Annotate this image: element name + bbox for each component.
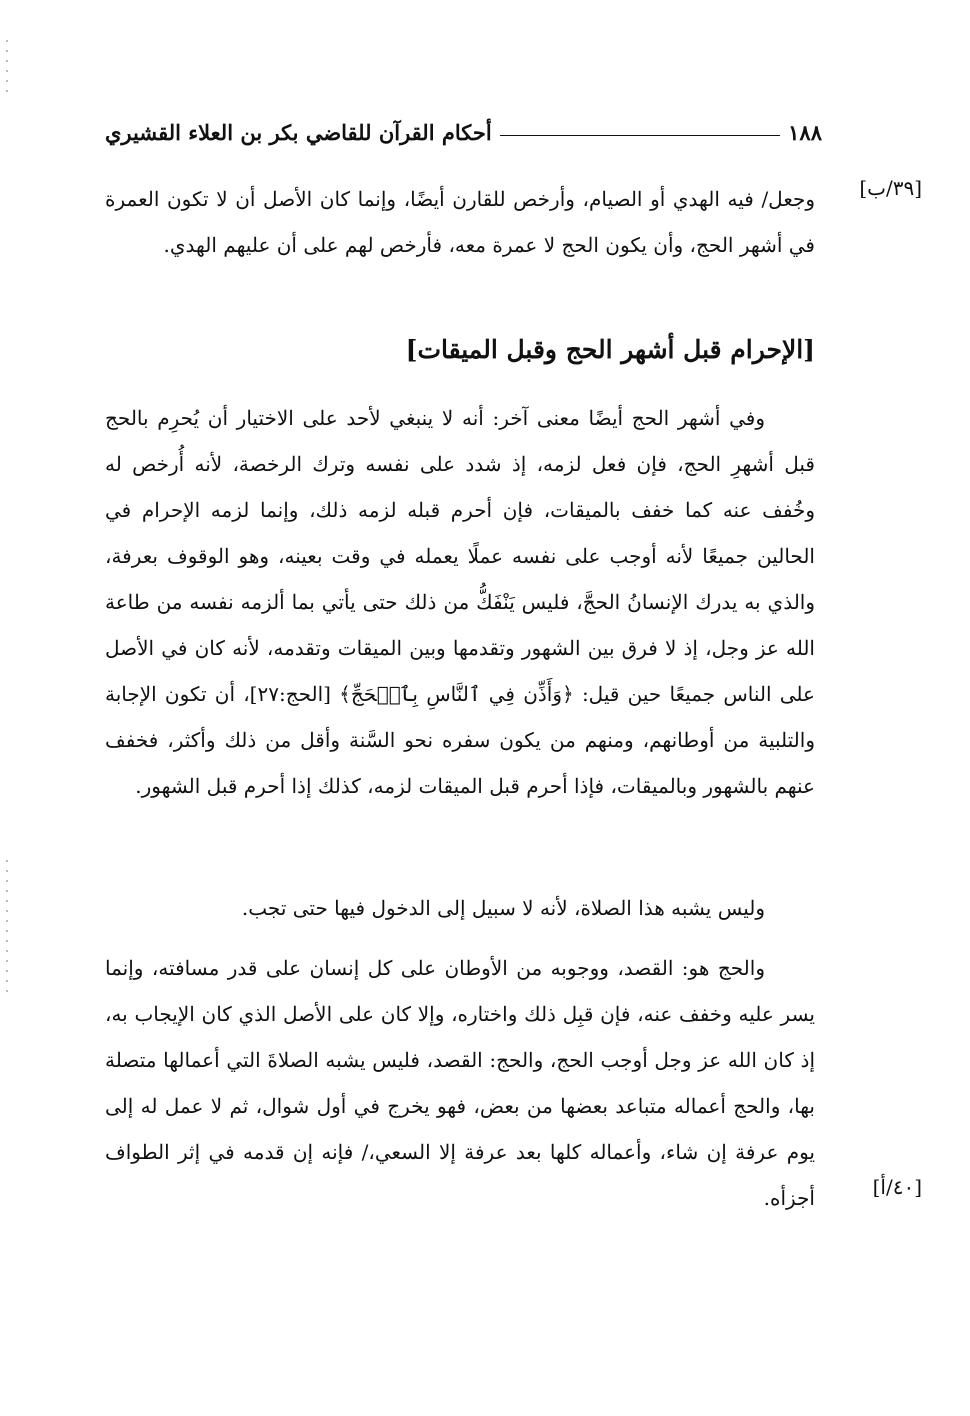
paragraph-4-text: والحج هو: القصد، ووجوبه من الأوطان على كل إنسان على قدر مسافته، وإنما يسر عليه وخفف عنه، فإن قبِل ذلك واختاره، وإلا كان على الأصل الذي كان الإيجاب به، إذ كان الله عز وجل أوجب الحج، والحج: القصد، فليس يشبه الصلاةَ التي أعمالها متصلة بها، والحج أعماله متباعد بعضها من بعض، فهو يخرج في أول شوال، ثم لا عمل له إلى يوم عرفة إن شاء، وأعماله كلها بعد عرفة إلا السعي،/ فإنه إن قدمه في إثر الطواف أجزأه. (105, 956, 815, 1210)
running-header (105, 112, 822, 152)
paragraph-2-text: وفي أشهر الحج أيضًا معنى آخر: أنه لا ينبغي لأحد على الاختيار أن يُحرِم بالحج قبل أشهرِ الحج، فإن فعل لزمه، إذ شدد على نفسه وترك الرخصة، لأنه أُرخص له وخُفف عنه كما خفف بالميقات، فإن أحرم قبله لزمه ذلك، وإنما لزمه الإحرام في الحالين جميعًا لأنه أوجب على نفسه عملًا يعمله في وقت بعينه، وهو الوقوف بعرفة، والذي به يدرك الإنسانُ الحجَّ، فليس يَنْفَكُّ من ذلك حتى يأتي بما ألزمه نفسه من طاعة الله عز وجل، إذ لا فرق بين الشهور وتقدمها وبين الميقات وتقدمه، لأنه كان في الأصل على الناس جميعًا حين قيل: ﴿وَأَذِّن فِي ٱلنَّاسِ بِٱلۡحَجِّ﴾ [الحج:٢٧]، أن تكون الإجابة والتلبية من أوطانهم، ومنهم من يكون سفره نحو السَّنة وأقل من ذلك وأكثر، فخفف عنهم بالشهور وبالميقات، فإذا أحرم قبل الميقات لزمه، كذلك إذا أحرم قبل الشهور. (105, 406, 815, 798)
paragraph-2 (105, 395, 815, 809)
section-heading: [الإحرام قبل أشهر الحج وقبل الميقات] (405, 335, 815, 364)
scan-edge-dots (6, 860, 8, 1000)
paragraph-3-text: وليس يشبه هذا الصلاة، لأنه لا سبيل إلى الدخول فيها حتى تجب. (241, 896, 765, 920)
header-rule (500, 135, 780, 136)
paragraph-4 (105, 945, 815, 1221)
paragraph-3 (105, 885, 815, 931)
folio-marker-40a: [٤٠/أ] (872, 1175, 922, 1199)
scan-edge-dots (6, 40, 8, 100)
paragraph-1-text: وجعل/ فيه الهدي أو الصيام، وأرخص للقارن أيضًا، وإنما كان الأصل أن لا تكون العمرة في أشهر الحج، وأن يكون الحج لا عمرة معه، فأرخص لهم على أن عليهم الهدي. (105, 187, 815, 257)
book-title: أحكام القرآن للقاضي بكر بن العلاء القشيري (105, 119, 492, 145)
folio-marker-39b: [٣٩/ب] (859, 176, 922, 200)
page-number: ١٨٨ (788, 119, 822, 145)
paragraph-1 (105, 176, 815, 268)
